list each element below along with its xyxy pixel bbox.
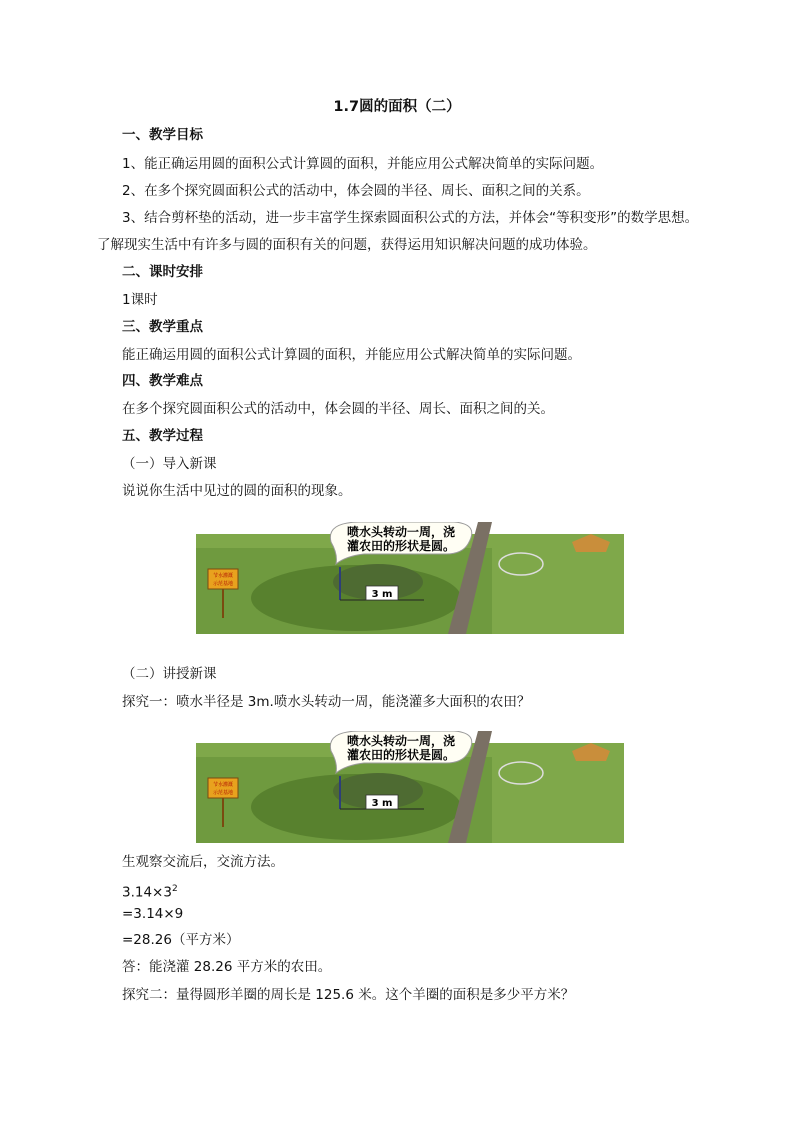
calc-line-1 bbox=[122, 879, 178, 903]
goal-3: 3、结合剪杯垫的活动，进一步丰富学生探索圆面积公式的方法，并体会“等积变形”的数学思想。 bbox=[122, 210, 699, 226]
radius-label-2: 3 m bbox=[371, 798, 393, 809]
difficult-text: 在多个探究圆面积公式的活动中，体会圆的半径、周长、面积之间的关。 bbox=[122, 401, 554, 417]
sign-text-2b: 示范基地 bbox=[212, 790, 234, 796]
calc-base: 3.14×3 bbox=[122, 884, 172, 901]
calc-exponent: 2 bbox=[171, 884, 178, 894]
sign-text-1: 节水灌溉 bbox=[212, 573, 234, 579]
difficult-heading: 四、教学难点 bbox=[122, 373, 203, 389]
goal-3-continued: 了解现实生活中有许多与圆的面积有关的问题，获得运用知识解决问题的成功体验。 bbox=[97, 237, 597, 253]
new-lesson-heading: （二）讲授新课 bbox=[122, 666, 217, 682]
calc-line-2: =3.14×9 bbox=[122, 906, 184, 922]
intro-text: 说说你生活中见过的圆的面积的现象。 bbox=[122, 483, 352, 499]
key-heading: 三、教学重点 bbox=[122, 319, 203, 335]
process-heading: 五、教学过程 bbox=[122, 428, 203, 444]
goal-1: 1、能正确运用圆的面积公式计算圆的面积，并能应用公式解决简单的实际问题。 bbox=[122, 156, 604, 172]
bubble-text-1: 喷水头转动一周，浇 bbox=[346, 525, 456, 539]
bubble-text-2: 灌农田的形状是圆。 bbox=[346, 539, 456, 553]
page-title: 1.7圆的面积（二） bbox=[333, 99, 461, 115]
key-text: 能正确运用圆的面积公式计算圆的面积，并能应用公式解决简单的实际问题。 bbox=[122, 347, 581, 363]
bubble-text-1b: 喷水头转动一周，浇 bbox=[346, 734, 456, 748]
intro-heading: （一）导入新课 bbox=[122, 456, 217, 472]
goal-2: 2、在多个探究圆面积公式的活动中，体会圆的半径、周长、面积之间的关系。 bbox=[122, 183, 590, 199]
hours-text: 1课时 bbox=[122, 292, 158, 308]
calc-line-3: =28.26（平方米） bbox=[122, 932, 240, 948]
sign-text-2: 示范基地 bbox=[212, 581, 234, 587]
sign-text-1b: 节水灌溉 bbox=[212, 782, 234, 788]
farm-illustration-2 bbox=[196, 731, 624, 843]
goals-heading: 一、教学目标 bbox=[122, 127, 203, 143]
explore-1: 探究一：喷水半径是 3m.喷水头转动一周，能浇灌多大面积的农田？ bbox=[122, 694, 531, 710]
explore-2: 探究二：量得圆形羊圈的周长是 125.6 米。这个羊圈的面积是多少平方米？ bbox=[122, 987, 575, 1003]
radius-label: 3 m bbox=[371, 589, 393, 600]
observe-text: 生观察交流后，交流方法。 bbox=[122, 854, 284, 870]
bubble-text-2b: 灌农田的形状是圆。 bbox=[346, 748, 456, 762]
answer-text: 答：能浇灌 28.26 平方米的农田。 bbox=[122, 959, 332, 975]
hours-heading: 二、课时安排 bbox=[122, 264, 203, 280]
farm-illustration-1 bbox=[196, 522, 624, 634]
